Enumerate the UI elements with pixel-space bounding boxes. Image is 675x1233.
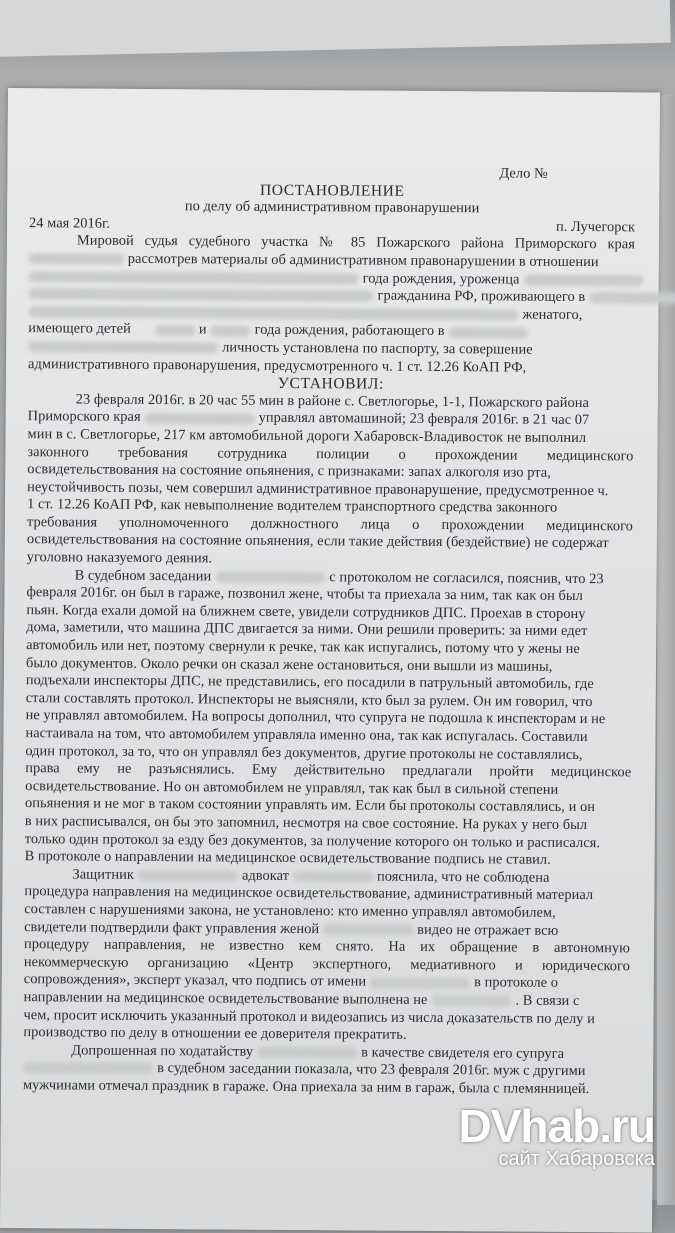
court-document-page [0, 88, 660, 1233]
document-title: ПОСТАНОВЛЕНИЕ [259, 181, 405, 200]
paragraph-line: направлении на медицинское освидетельствование выполнена не . В связи с [23, 989, 580, 1009]
paragraph-line: составлен с нарушениями закона, не установлено: кто именно управлял автомобилем, [24, 901, 556, 921]
paragraph-line: автомобиль или нет, поэтому свернули к речке, так как испугались, потому что у жены не [26, 637, 580, 658]
paragraph-line: законного требования сотрудника полиции о прохождении медицинского [27, 443, 634, 464]
paragraph-line: февраля 2016г. он был в гараже, позвонил жене, чтобы та приехала за ним, так как он был [26, 584, 583, 605]
paragraph-line: некоммерческую организацию «Центр экспертного, медиативного и юридического [23, 953, 630, 975]
paragraph-line: процедуру направления, не известно кем снято. На их обращение в автономную [23, 936, 631, 957]
intro-line: Мировой судья судебного участка № 85 Пожарского района Приморского края [76, 232, 635, 253]
document-date: 24 мая 2016г. [29, 214, 111, 232]
paragraph-line: свидетели подтвердили факт управления женой видео не отражает всю [24, 918, 559, 939]
intro-line: гражданина РФ, проживающего в [29, 285, 635, 307]
paragraph-line: стали составлять протокол. Инспекторы не выясняли, кто был за рулем. Он им говорил, что [25, 689, 593, 710]
case-number-label: Дело № [499, 165, 548, 182]
watermark-tagline: сайт Хабаровска [498, 1148, 655, 1170]
paragraph-line: освидетельствование. Но он автомобилем не управлял, так как был в сильной степени [25, 777, 559, 798]
paragraph-line: подъехали инспекторы ДПС, не представились, его посадили в патрульный автомобиль, где [25, 672, 594, 693]
paragraph-line: не управлял автомобилем. На вопросы дополнил, что супруга не подошла к инспекторам и не [25, 707, 606, 728]
paragraph-line: дома, заметили, что машина ДПС двигается за ними. Они решили проверить: за ними едет [26, 619, 588, 640]
background-paper [0, 0, 671, 57]
paragraph-line: В протоколе о направлении на медицинское освидетельствование подпись не ставил. [24, 848, 551, 868]
paragraph-line: настаивала на том, что автомобилем управляла именно она, так как испугалась. Составили [25, 725, 588, 746]
intro-line: рассмотрев материалы об административном правонарушении в отношении [29, 250, 635, 272]
paragraph-line: неустойчивость позы, чем совершил административное правонарушение, предусмотренное ч. [27, 478, 609, 499]
section-heading: УСТАНОВИЛ: [277, 375, 384, 393]
document-place: п. Лучегорск [555, 218, 636, 236]
paragraph-line: Допрошенная по ходатайству в качестве свидетеля его супруга [71, 1042, 565, 1062]
paper-stack-edge [657, 95, 675, 1205]
paragraph-line: только один протокол за езду без документов, за получение которого он только и расписался. [24, 830, 601, 851]
paragraph-line: чем, просит исключить указанный протокол и видеозапись из числа доказательств по делу и [23, 1006, 595, 1027]
paragraph-line: В судебном заседании с протоколом не согласился, пояснив, что 23 [74, 567, 604, 587]
paragraph-line: Защитник адвокат пояснила, что не соблюдена [72, 866, 550, 886]
intro-line: женатого, [28, 303, 634, 325]
intro-line: личность установлена по паспорту, за совершение [28, 338, 634, 360]
paragraph-line: освидетельствования на состояние опьянения, если такие действия (бездействие) не содержат [26, 531, 609, 552]
paragraph-line: права ему не разъяснялись. Ему действительно предлагали пройти медицинское [25, 760, 632, 781]
watermark-logo: DVhab.ru [458, 1100, 655, 1152]
document-subtitle: по делу об административном правонарушении [184, 198, 480, 217]
paragraph-line: опьянения и не мог в таком состоянии управлять им. Если бы протоколы составлялись, и он [24, 795, 596, 816]
paragraph-line: в них расписывался, он бы это запомнил, несмотря на свое состояние. На руках у него был [24, 813, 588, 834]
paragraph-line: уголовно наказуемого деяния. [26, 549, 213, 567]
paragraph-line: в судебном заседании показала, что 23 февраля 2016г. муж с другими [23, 1059, 629, 1081]
paragraph-line: Приморского края управлял автомашиной; 23 февраля 2016г. в 21 час 07 [27, 408, 590, 429]
paragraph-line: процедура направления на медицинское освидетельствование, административный материал [24, 883, 594, 904]
paragraph-line: один протокол, за то, что он управлял без документов, другие протоколы не составлялись, [25, 742, 583, 763]
intro-line: административного правонарушения, предусмотренного ч. 1 ст. 12.26 КоАП РФ, [28, 355, 527, 376]
paragraph-line: требования уполномоченного должностного лица о прохождении медицинского [26, 514, 634, 535]
paragraph-line: мин в с. Светлогорье, 217 км автомобильной дороги Хабаровск-Владивосток не выполнил [27, 426, 587, 446]
paragraph-line: 1 ст. 12.26 КоАП РФ, как невыполнение водителем транспортного средства законного [27, 496, 558, 517]
paragraph-line: 23 февраля 2016г. в 20 час 55 мин в районе с. Светлогорье, 1-1, Пожарского района [75, 391, 589, 411]
intro-line: имеющего детей и года рождения, работающего в [28, 320, 634, 342]
paragraph-line: было документов. Около речки он сказал жене остановиться, они вышли из машины, [25, 654, 553, 675]
paragraph-line: освидетельствования на состояние опьянения, с признаками: запах алкоголя изо рта, [27, 461, 551, 481]
paragraph-line: мужчинами отмечал праздник в гараже. Она приехала за ним в гараж, была с племянницей. [22, 1077, 590, 1097]
document-text [23, 162, 635, 1099]
intro-line: года рождения, уроженца [29, 268, 635, 290]
paragraph-line: производство по делу в отношении ее доверителя прекратить. [23, 1024, 407, 1043]
site-watermark [458, 1100, 655, 1170]
paragraph-line: сопровождения», эксперт указал, что подпись от имени в протоколе о [23, 971, 559, 992]
paragraph-line: пьян. Когда ехали домой на ближнем свете, увидели сотрудников ДПС. Проехав в сторону [26, 601, 586, 622]
